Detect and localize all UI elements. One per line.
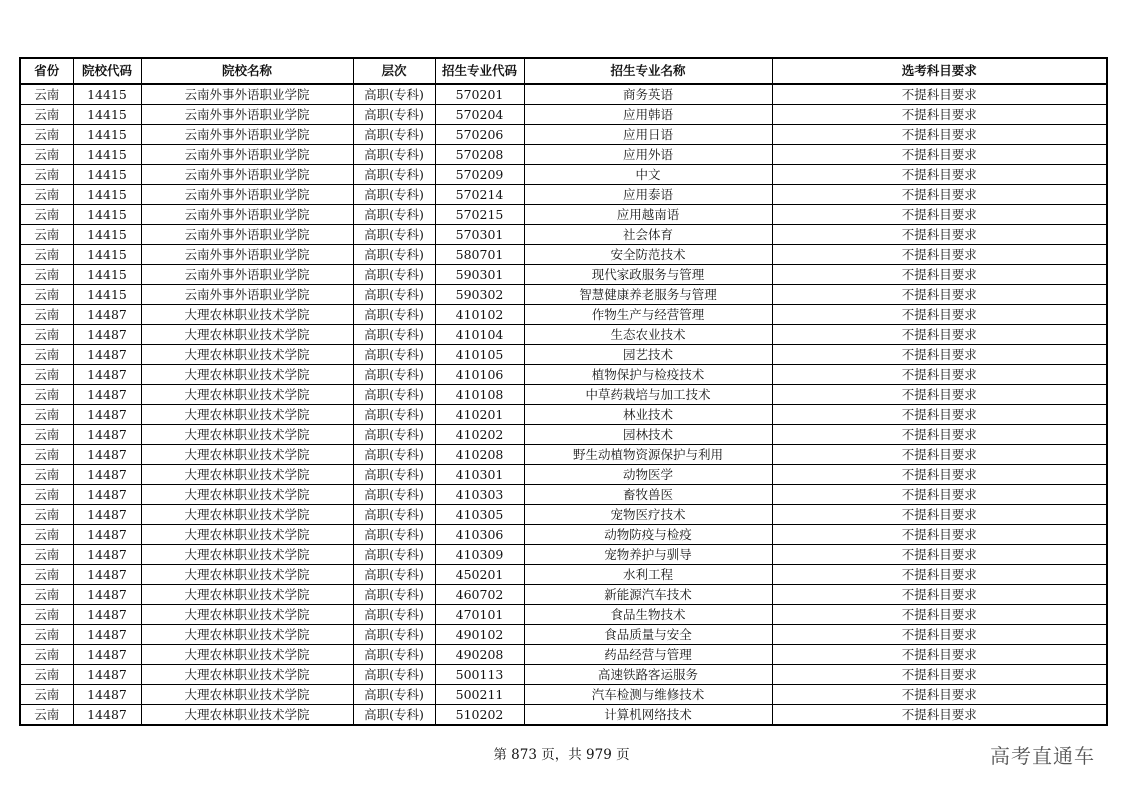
cell-school-name: 云南外事外语职业学院 — [141, 165, 353, 185]
cell-major-name: 应用韩语 — [524, 105, 772, 125]
watermark-text: 高考直通车 — [990, 744, 1095, 768]
cell-subject-requirement: 不提科目要求 — [772, 145, 1107, 165]
table-row — [20, 645, 1107, 665]
cell-province: 云南 — [20, 505, 73, 525]
cell-subject-requirement: 不提科目要求 — [772, 205, 1107, 225]
cell-school-name: 云南外事外语职业学院 — [141, 225, 353, 245]
cell-province: 云南 — [20, 585, 73, 605]
cell-major-name: 植物保护与检疫技术 — [524, 365, 772, 385]
cell-subject-requirement: 不提科目要求 — [772, 645, 1107, 665]
cell-level: 高职(专科) — [353, 365, 435, 385]
cell-province: 云南 — [20, 285, 73, 305]
table-row — [20, 325, 1107, 345]
cell-major-code: 470101 — [435, 605, 524, 625]
cell-school-name: 云南外事外语职业学院 — [141, 285, 353, 305]
cell-school-code: 14487 — [73, 705, 141, 726]
cell-major-code: 570209 — [435, 165, 524, 185]
cell-subject-requirement: 不提科目要求 — [772, 365, 1107, 385]
table-row — [20, 425, 1107, 445]
cell-major-name: 药品经营与管理 — [524, 645, 772, 665]
cell-subject-requirement: 不提科目要求 — [772, 465, 1107, 485]
cell-school-code: 14487 — [73, 465, 141, 485]
cell-school-name: 大理农林职业技术学院 — [141, 325, 353, 345]
cell-subject-requirement: 不提科目要求 — [772, 545, 1107, 565]
table-row — [20, 445, 1107, 465]
cell-major-name: 动物防疫与检疫 — [524, 525, 772, 545]
cell-school-name: 大理农林职业技术学院 — [141, 365, 353, 385]
cell-school-name: 云南外事外语职业学院 — [141, 265, 353, 285]
cell-school-name: 云南外事外语职业学院 — [141, 84, 353, 105]
cell-major-name: 林业技术 — [524, 405, 772, 425]
cell-school-name: 大理农林职业技术学院 — [141, 645, 353, 665]
cell-level: 高职(专科) — [353, 225, 435, 245]
cell-school-name: 大理农林职业技术学院 — [141, 505, 353, 525]
cell-province: 云南 — [20, 465, 73, 485]
cell-major-name: 应用泰语 — [524, 185, 772, 205]
cell-school-code: 14487 — [73, 485, 141, 505]
cell-province: 云南 — [20, 405, 73, 425]
cell-school-name: 大理农林职业技术学院 — [141, 465, 353, 485]
cell-major-code: 490102 — [435, 625, 524, 645]
cell-major-name: 生态农业技术 — [524, 325, 772, 345]
cell-subject-requirement: 不提科目要求 — [772, 605, 1107, 625]
cell-subject-requirement: 不提科目要求 — [772, 185, 1107, 205]
cell-level: 高职(专科) — [353, 505, 435, 525]
cell-level: 高职(专科) — [353, 105, 435, 125]
cell-province: 云南 — [20, 445, 73, 465]
cell-major-code: 410105 — [435, 345, 524, 365]
cell-school-code: 14487 — [73, 645, 141, 665]
cell-major-code: 450201 — [435, 565, 524, 585]
cell-province: 云南 — [20, 125, 73, 145]
cell-school-name: 云南外事外语职业学院 — [141, 105, 353, 125]
cell-level: 高职(专科) — [353, 705, 435, 726]
cell-province: 云南 — [20, 305, 73, 325]
cell-school-name: 大理农林职业技术学院 — [141, 385, 353, 405]
cell-subject-requirement: 不提科目要求 — [772, 105, 1107, 125]
cell-subject-requirement: 不提科目要求 — [772, 485, 1107, 505]
cell-level: 高职(专科) — [353, 425, 435, 445]
cell-major-code: 410102 — [435, 305, 524, 325]
table-row — [20, 365, 1107, 385]
cell-school-name: 大理农林职业技术学院 — [141, 445, 353, 465]
cell-major-code: 410306 — [435, 525, 524, 545]
cell-level: 高职(专科) — [353, 485, 435, 505]
cell-school-name: 大理农林职业技术学院 — [141, 525, 353, 545]
cell-province: 云南 — [20, 345, 73, 365]
cell-subject-requirement: 不提科目要求 — [772, 285, 1107, 305]
cell-level: 高职(专科) — [353, 665, 435, 685]
cell-major-code: 410201 — [435, 405, 524, 425]
table-row — [20, 585, 1107, 605]
cell-major-name: 动物医学 — [524, 465, 772, 485]
cell-subject-requirement: 不提科目要求 — [772, 225, 1107, 245]
cell-province: 云南 — [20, 605, 73, 625]
cell-level: 高职(专科) — [353, 84, 435, 105]
cell-school-code: 14415 — [73, 84, 141, 105]
table-row — [20, 305, 1107, 325]
cell-subject-requirement: 不提科目要求 — [772, 245, 1107, 265]
cell-major-code: 410301 — [435, 465, 524, 485]
cell-school-code: 14487 — [73, 345, 141, 365]
cell-province: 云南 — [20, 225, 73, 245]
cell-major-name: 园林技术 — [524, 425, 772, 445]
cell-school-code: 14487 — [73, 445, 141, 465]
cell-level: 高职(专科) — [353, 625, 435, 645]
cell-province: 云南 — [20, 565, 73, 585]
cell-school-name: 云南外事外语职业学院 — [141, 205, 353, 225]
cell-level: 高职(专科) — [353, 145, 435, 165]
cell-level: 高职(专科) — [353, 245, 435, 265]
cell-school-name: 大理农林职业技术学院 — [141, 605, 353, 625]
table-row — [20, 705, 1107, 726]
cell-level: 高职(专科) — [353, 125, 435, 145]
cell-level: 高职(专科) — [353, 205, 435, 225]
cell-school-code: 14415 — [73, 265, 141, 285]
cell-province: 云南 — [20, 665, 73, 685]
cell-school-code: 14487 — [73, 405, 141, 425]
cell-province: 云南 — [20, 525, 73, 545]
cell-school-name: 大理农林职业技术学院 — [141, 485, 353, 505]
cell-major-code: 410309 — [435, 545, 524, 565]
cell-subject-requirement: 不提科目要求 — [772, 525, 1107, 545]
cell-province: 云南 — [20, 185, 73, 205]
table-row — [20, 84, 1107, 105]
cell-major-name: 应用越南语 — [524, 205, 772, 225]
table-row — [20, 665, 1107, 685]
cell-major-name: 智慧健康养老服务与管理 — [524, 285, 772, 305]
cell-major-code: 410305 — [435, 505, 524, 525]
cell-province: 云南 — [20, 325, 73, 345]
cell-major-code: 570214 — [435, 185, 524, 205]
cell-level: 高职(专科) — [353, 345, 435, 365]
cell-school-code: 14487 — [73, 365, 141, 385]
cell-school-code: 14415 — [73, 185, 141, 205]
cell-school-name: 云南外事外语职业学院 — [141, 145, 353, 165]
cell-major-name: 中草药栽培与加工技术 — [524, 385, 772, 405]
cell-province: 云南 — [20, 485, 73, 505]
cell-level: 高职(专科) — [353, 445, 435, 465]
cell-school-code: 14487 — [73, 565, 141, 585]
cell-subject-requirement: 不提科目要求 — [772, 165, 1107, 185]
cell-school-code: 14415 — [73, 225, 141, 245]
cell-province: 云南 — [20, 205, 73, 225]
cell-major-name: 计算机网络技术 — [524, 705, 772, 726]
cell-subject-requirement: 不提科目要求 — [772, 565, 1107, 585]
cell-subject-requirement: 不提科目要求 — [772, 305, 1107, 325]
cell-school-code: 14487 — [73, 385, 141, 405]
header-level: 层次 — [353, 58, 435, 84]
cell-level: 高职(专科) — [353, 605, 435, 625]
cell-major-code: 490208 — [435, 645, 524, 665]
table-body — [20, 84, 1107, 725]
header-major-code: 招生专业代码 — [435, 58, 524, 84]
cell-major-code: 570208 — [435, 145, 524, 165]
cell-major-code: 570201 — [435, 84, 524, 105]
cell-major-code: 570215 — [435, 205, 524, 225]
cell-major-name: 园艺技术 — [524, 345, 772, 365]
cell-subject-requirement: 不提科目要求 — [772, 685, 1107, 705]
cell-major-code: 410104 — [435, 325, 524, 345]
cell-subject-requirement: 不提科目要求 — [772, 345, 1107, 365]
cell-level: 高职(专科) — [353, 385, 435, 405]
cell-major-code: 590301 — [435, 265, 524, 285]
table-row — [20, 185, 1107, 205]
table-row — [20, 225, 1107, 245]
cell-subject-requirement: 不提科目要求 — [772, 265, 1107, 285]
cell-level: 高职(专科) — [353, 405, 435, 425]
cell-school-name: 云南外事外语职业学院 — [141, 185, 353, 205]
cell-province: 云南 — [20, 365, 73, 385]
cell-level: 高职(专科) — [353, 685, 435, 705]
cell-province: 云南 — [20, 545, 73, 565]
page-number: 第 873 页，共 979 页 — [493, 747, 630, 763]
cell-province: 云南 — [20, 685, 73, 705]
cell-major-name: 作物生产与经营管理 — [524, 305, 772, 325]
cell-subject-requirement: 不提科目要求 — [772, 585, 1107, 605]
cell-major-name: 新能源汽车技术 — [524, 585, 772, 605]
header-subject-requirement: 选考科目要求 — [772, 58, 1107, 84]
cell-level: 高职(专科) — [353, 325, 435, 345]
cell-major-code: 460702 — [435, 585, 524, 605]
cell-province: 云南 — [20, 625, 73, 645]
cell-school-code: 14415 — [73, 145, 141, 165]
admission-table — [19, 57, 1108, 726]
header-row — [20, 58, 1107, 84]
cell-major-code: 410202 — [435, 425, 524, 445]
cell-level: 高职(专科) — [353, 565, 435, 585]
table-header — [20, 58, 1107, 84]
cell-school-code: 14487 — [73, 625, 141, 645]
cell-province: 云南 — [20, 265, 73, 285]
cell-province: 云南 — [20, 105, 73, 125]
cell-level: 高职(专科) — [353, 645, 435, 665]
cell-major-name: 社会体育 — [524, 225, 772, 245]
header-province: 省份 — [20, 58, 73, 84]
table-row — [20, 205, 1107, 225]
cell-school-code: 14487 — [73, 525, 141, 545]
cell-province: 云南 — [20, 645, 73, 665]
cell-major-name: 食品质量与安全 — [524, 625, 772, 645]
cell-level: 高职(专科) — [353, 305, 435, 325]
cell-school-name: 大理农林职业技术学院 — [141, 565, 353, 585]
cell-school-code: 14415 — [73, 125, 141, 145]
table-row — [20, 105, 1107, 125]
cell-school-name: 大理农林职业技术学院 — [141, 305, 353, 325]
cell-school-code: 14415 — [73, 245, 141, 265]
cell-major-code: 410106 — [435, 365, 524, 385]
cell-school-name: 大理农林职业技术学院 — [141, 705, 353, 726]
cell-major-name: 中文 — [524, 165, 772, 185]
table-row — [20, 485, 1107, 505]
table-row — [20, 125, 1107, 145]
cell-major-code: 410303 — [435, 485, 524, 505]
cell-subject-requirement: 不提科目要求 — [772, 84, 1107, 105]
cell-school-name: 大理农林职业技术学院 — [141, 425, 353, 445]
cell-major-code: 410208 — [435, 445, 524, 465]
table-row — [20, 145, 1107, 165]
cell-province: 云南 — [20, 145, 73, 165]
cell-school-code: 14487 — [73, 605, 141, 625]
cell-level: 高职(专科) — [353, 545, 435, 565]
table-row — [20, 165, 1107, 185]
cell-major-name: 宠物医疗技术 — [524, 505, 772, 525]
cell-subject-requirement: 不提科目要求 — [772, 665, 1107, 685]
table-row — [20, 465, 1107, 485]
header-school-name: 院校名称 — [141, 58, 353, 84]
cell-major-name: 商务英语 — [524, 84, 772, 105]
cell-school-code: 14487 — [73, 325, 141, 345]
table-row — [20, 525, 1107, 545]
cell-school-name: 大理农林职业技术学院 — [141, 665, 353, 685]
cell-major-name: 应用日语 — [524, 125, 772, 145]
cell-school-name: 大理农林职业技术学院 — [141, 585, 353, 605]
cell-major-name: 应用外语 — [524, 145, 772, 165]
cell-province: 云南 — [20, 165, 73, 185]
cell-major-name: 畜牧兽医 — [524, 485, 772, 505]
table-row — [20, 505, 1107, 525]
cell-subject-requirement: 不提科目要求 — [772, 445, 1107, 465]
cell-school-name: 大理农林职业技术学院 — [141, 345, 353, 365]
cell-major-code: 570204 — [435, 105, 524, 125]
cell-school-name: 云南外事外语职业学院 — [141, 125, 353, 145]
cell-province: 云南 — [20, 385, 73, 405]
header-school-code: 院校代码 — [73, 58, 141, 84]
header-major-name: 招生专业名称 — [524, 58, 772, 84]
cell-major-code: 410108 — [435, 385, 524, 405]
cell-level: 高职(专科) — [353, 585, 435, 605]
cell-school-code: 14487 — [73, 545, 141, 565]
cell-school-code: 14487 — [73, 305, 141, 325]
cell-school-name: 大理农林职业技术学院 — [141, 405, 353, 425]
cell-major-name: 水利工程 — [524, 565, 772, 585]
cell-school-code: 14487 — [73, 585, 141, 605]
cell-major-name: 汽车检测与维修技术 — [524, 685, 772, 705]
cell-subject-requirement: 不提科目要求 — [772, 405, 1107, 425]
cell-school-code: 14487 — [73, 425, 141, 445]
cell-level: 高职(专科) — [353, 525, 435, 545]
cell-school-code: 14415 — [73, 205, 141, 225]
table-row — [20, 345, 1107, 365]
cell-major-name: 安全防范技术 — [524, 245, 772, 265]
cell-subject-requirement: 不提科目要求 — [772, 425, 1107, 445]
cell-level: 高职(专科) — [353, 465, 435, 485]
cell-school-code: 14415 — [73, 165, 141, 185]
cell-subject-requirement: 不提科目要求 — [772, 385, 1107, 405]
cell-province: 云南 — [20, 245, 73, 265]
cell-major-name: 现代家政服务与管理 — [524, 265, 772, 285]
cell-level: 高职(专科) — [353, 185, 435, 205]
cell-major-name: 宠物养护与驯导 — [524, 545, 772, 565]
cell-major-code: 500113 — [435, 665, 524, 685]
table-row — [20, 685, 1107, 705]
table-row — [20, 405, 1107, 425]
table-row — [20, 265, 1107, 285]
table-row — [20, 285, 1107, 305]
cell-school-code: 14415 — [73, 105, 141, 125]
cell-school-name: 大理农林职业技术学院 — [141, 545, 353, 565]
cell-major-code: 500211 — [435, 685, 524, 705]
cell-major-code: 590302 — [435, 285, 524, 305]
cell-subject-requirement: 不提科目要求 — [772, 505, 1107, 525]
cell-province: 云南 — [20, 84, 73, 105]
cell-school-code: 14487 — [73, 505, 141, 525]
cell-subject-requirement: 不提科目要求 — [772, 125, 1107, 145]
table-row — [20, 385, 1107, 405]
cell-major-name: 野生动植物资源保护与利用 — [524, 445, 772, 465]
cell-major-name: 高速铁路客运服务 — [524, 665, 772, 685]
table-row — [20, 605, 1107, 625]
cell-province: 云南 — [20, 705, 73, 726]
cell-school-code: 14487 — [73, 685, 141, 705]
cell-school-name: 大理农林职业技术学院 — [141, 625, 353, 645]
cell-subject-requirement: 不提科目要求 — [772, 625, 1107, 645]
cell-major-code: 570301 — [435, 225, 524, 245]
cell-province: 云南 — [20, 425, 73, 445]
cell-level: 高职(专科) — [353, 285, 435, 305]
cell-major-code: 510202 — [435, 705, 524, 726]
cell-subject-requirement: 不提科目要求 — [772, 705, 1107, 726]
table-row — [20, 245, 1107, 265]
cell-major-name: 食品生物技术 — [524, 605, 772, 625]
cell-school-code: 14487 — [73, 665, 141, 685]
cell-level: 高职(专科) — [353, 265, 435, 285]
table-row — [20, 625, 1107, 645]
table-row — [20, 565, 1107, 585]
cell-level: 高职(专科) — [353, 165, 435, 185]
cell-subject-requirement: 不提科目要求 — [772, 325, 1107, 345]
cell-school-name: 云南外事外语职业学院 — [141, 245, 353, 265]
cell-major-code: 570206 — [435, 125, 524, 145]
table-row — [20, 545, 1107, 565]
cell-school-code: 14415 — [73, 285, 141, 305]
cell-school-name: 大理农林职业技术学院 — [141, 685, 353, 705]
cell-major-code: 580701 — [435, 245, 524, 265]
